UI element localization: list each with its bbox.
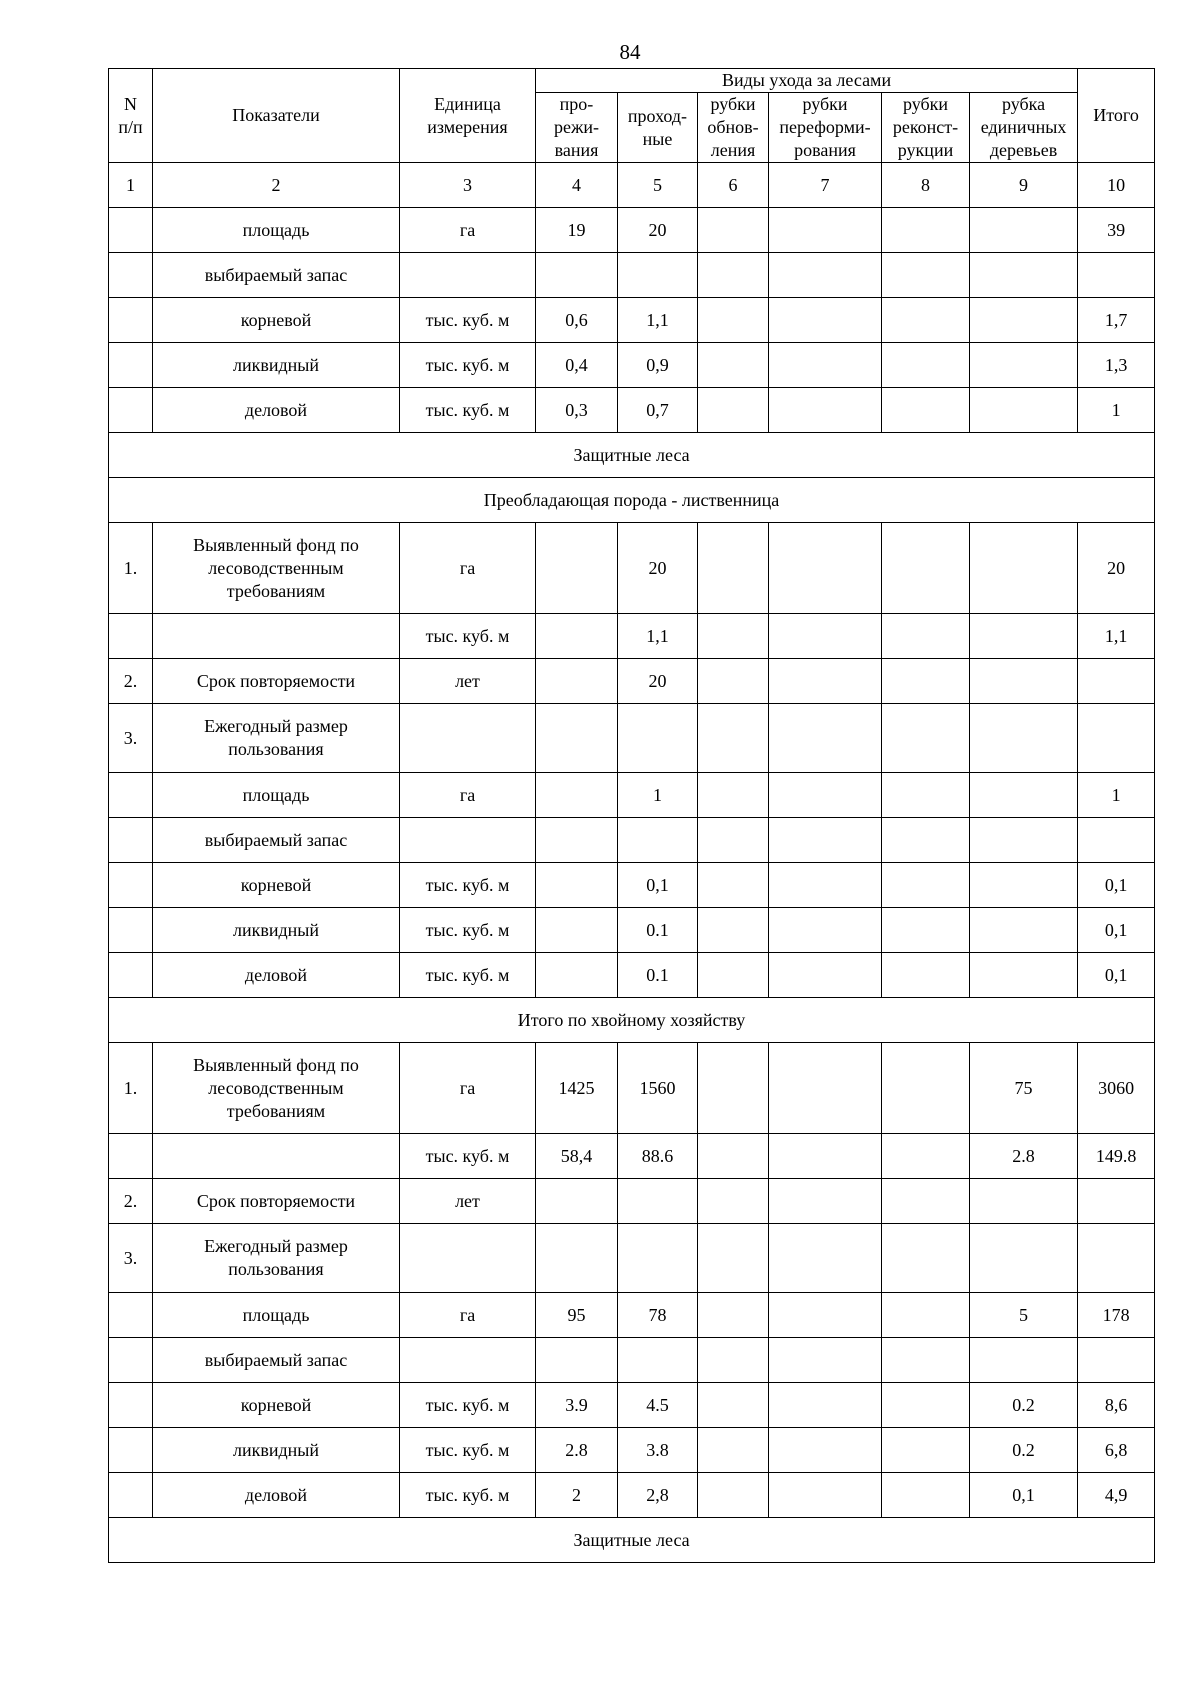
- row-value-cell: [698, 953, 769, 998]
- row-value-cell: [970, 298, 1078, 343]
- section-row: [109, 433, 1155, 478]
- section-title: Преобладающая порода - лиственница: [109, 478, 1155, 523]
- row-num-cell: [109, 1338, 153, 1383]
- row-value-cell: 2,8: [618, 1473, 698, 1518]
- row-indicator-cell: Срок повторяемости: [153, 659, 400, 704]
- row-value-cell: 4.5: [618, 1383, 698, 1428]
- table-row: [109, 773, 1155, 818]
- row-value-cell: 6,8: [1078, 1428, 1155, 1473]
- row-indicator-cell: площадь: [153, 773, 400, 818]
- row-value-cell: [769, 863, 882, 908]
- row-value-cell: 4,9: [1078, 1473, 1155, 1518]
- row-value-cell: [769, 1043, 882, 1134]
- row-value-cell: [1078, 1338, 1155, 1383]
- row-value-cell: 1425: [536, 1043, 618, 1134]
- row-unit-cell: га: [400, 773, 536, 818]
- row-value-cell: [970, 908, 1078, 953]
- header-care-types-group: Виды ухода за лесами: [536, 69, 1078, 93]
- row-value-cell: 19: [536, 208, 618, 253]
- row-value-cell: [970, 704, 1078, 773]
- row-value-cell: [882, 1134, 970, 1179]
- section-row: [109, 1518, 1155, 1563]
- column-index-cell: 3: [400, 163, 536, 208]
- row-indicator-cell: площадь: [153, 1293, 400, 1338]
- table-row: [109, 659, 1155, 704]
- row-value-cell: [536, 773, 618, 818]
- row-value-cell: [769, 1293, 882, 1338]
- table-row: [109, 1293, 1155, 1338]
- column-index-row: [109, 163, 1155, 208]
- row-value-cell: [536, 253, 618, 298]
- table-row: [109, 614, 1155, 659]
- row-unit-cell: тыс. куб. м: [400, 388, 536, 433]
- row-value-cell: [618, 253, 698, 298]
- row-value-cell: 1: [1078, 773, 1155, 818]
- row-unit-cell: га: [400, 1293, 536, 1338]
- row-value-cell: [970, 659, 1078, 704]
- table-row: [109, 1179, 1155, 1224]
- header-total: Итого: [1078, 69, 1155, 163]
- row-value-cell: [970, 343, 1078, 388]
- header-unit: Единица измерения: [400, 69, 536, 163]
- header-type-reformation: рубки переформи- рования: [769, 93, 882, 163]
- row-num-cell: [109, 953, 153, 998]
- table-row: [109, 1043, 1155, 1134]
- row-value-cell: [698, 298, 769, 343]
- row-value-cell: 149.8: [1078, 1134, 1155, 1179]
- row-unit-cell: [400, 704, 536, 773]
- row-value-cell: [536, 659, 618, 704]
- row-num-cell: 1.: [109, 523, 153, 614]
- row-value-cell: [1078, 818, 1155, 863]
- row-indicator-cell: [153, 614, 400, 659]
- row-indicator-cell: корневой: [153, 1383, 400, 1428]
- row-unit-cell: лет: [400, 1179, 536, 1224]
- row-value-cell: [618, 818, 698, 863]
- row-value-cell: 0,1: [970, 1473, 1078, 1518]
- row-value-cell: [882, 953, 970, 998]
- row-value-cell: [698, 704, 769, 773]
- column-index-cell: 1: [109, 163, 153, 208]
- row-indicator-cell: деловой: [153, 388, 400, 433]
- row-value-cell: [882, 1428, 970, 1473]
- row-value-cell: [769, 1179, 882, 1224]
- row-value-cell: [970, 1338, 1078, 1383]
- row-value-cell: 2.8: [536, 1428, 618, 1473]
- row-indicator-cell: [153, 1134, 400, 1179]
- header-type-renewal: рубки обнов- ления: [698, 93, 769, 163]
- row-value-cell: [970, 818, 1078, 863]
- header-type-single-trees: рубка единичных деревьев: [970, 93, 1078, 163]
- row-value-cell: [769, 953, 882, 998]
- row-value-cell: [698, 614, 769, 659]
- page-number: 84: [619, 40, 641, 64]
- header-type-thinning: про- режи- вания: [536, 93, 618, 163]
- row-value-cell: 0,6: [536, 298, 618, 343]
- row-num-cell: 3.: [109, 1224, 153, 1293]
- row-value-cell: [769, 818, 882, 863]
- row-unit-cell: тыс. куб. м: [400, 863, 536, 908]
- row-value-cell: [536, 1224, 618, 1293]
- row-value-cell: [970, 523, 1078, 614]
- row-value-cell: [536, 1179, 618, 1224]
- row-num-cell: [109, 388, 153, 433]
- row-unit-cell: га: [400, 1043, 536, 1134]
- row-value-cell: [769, 1473, 882, 1518]
- row-value-cell: [769, 1224, 882, 1293]
- row-indicator-cell: Выявленный фонд по лесоводственным требованиям: [153, 523, 400, 614]
- header-num: N п/п: [109, 69, 153, 163]
- row-value-cell: [882, 1179, 970, 1224]
- row-value-cell: [970, 253, 1078, 298]
- row-indicator-cell: Срок повторяемости: [153, 1179, 400, 1224]
- row-value-cell: [970, 953, 1078, 998]
- row-value-cell: [769, 614, 882, 659]
- row-value-cell: 1,1: [1078, 614, 1155, 659]
- row-value-cell: 20: [618, 208, 698, 253]
- row-value-cell: 78: [618, 1293, 698, 1338]
- row-value-cell: [698, 773, 769, 818]
- row-value-cell: [882, 523, 970, 614]
- row-value-cell: 2.8: [970, 1134, 1078, 1179]
- table-row: [109, 343, 1155, 388]
- row-num-cell: [109, 298, 153, 343]
- row-indicator-cell: выбираемый запас: [153, 253, 400, 298]
- row-value-cell: [882, 208, 970, 253]
- row-value-cell: 0,1: [618, 863, 698, 908]
- row-value-cell: [882, 818, 970, 863]
- row-value-cell: 3.8: [618, 1428, 698, 1473]
- row-value-cell: [618, 1179, 698, 1224]
- row-value-cell: [882, 908, 970, 953]
- header-indicator: Показатели: [153, 69, 400, 163]
- row-value-cell: [882, 343, 970, 388]
- row-value-cell: [769, 253, 882, 298]
- column-index-cell: 8: [882, 163, 970, 208]
- row-indicator-cell: ликвидный: [153, 1428, 400, 1473]
- row-unit-cell: [400, 818, 536, 863]
- row-value-cell: 75: [970, 1043, 1078, 1134]
- row-value-cell: [698, 1428, 769, 1473]
- row-unit-cell: [400, 253, 536, 298]
- row-value-cell: [970, 208, 1078, 253]
- row-value-cell: [1078, 659, 1155, 704]
- row-value-cell: [769, 1338, 882, 1383]
- table-row: [109, 1338, 1155, 1383]
- row-value-cell: [882, 1473, 970, 1518]
- row-value-cell: 1,7: [1078, 298, 1155, 343]
- row-value-cell: [698, 523, 769, 614]
- row-value-cell: 1: [1078, 388, 1155, 433]
- table-row: [109, 1134, 1155, 1179]
- table-row: [109, 908, 1155, 953]
- row-unit-cell: тыс. куб. м: [400, 1473, 536, 1518]
- column-index-cell: 2: [153, 163, 400, 208]
- row-value-cell: [536, 614, 618, 659]
- table-row: [109, 1224, 1155, 1293]
- row-unit-cell: лет: [400, 659, 536, 704]
- row-value-cell: 3.9: [536, 1383, 618, 1428]
- row-value-cell: [536, 523, 618, 614]
- row-indicator-cell: корневой: [153, 298, 400, 343]
- row-value-cell: 8,6: [1078, 1383, 1155, 1428]
- row-value-cell: 95: [536, 1293, 618, 1338]
- section-row: [109, 998, 1155, 1043]
- row-value-cell: 1,1: [618, 298, 698, 343]
- table-row: [109, 1428, 1155, 1473]
- row-value-cell: [536, 818, 618, 863]
- row-value-cell: [882, 1338, 970, 1383]
- row-unit-cell: тыс. куб. м: [400, 1134, 536, 1179]
- row-value-cell: 39: [1078, 208, 1155, 253]
- row-num-cell: [109, 614, 153, 659]
- row-num-cell: [109, 908, 153, 953]
- row-value-cell: 178: [1078, 1293, 1155, 1338]
- table-row: [109, 523, 1155, 614]
- row-value-cell: 0.1: [618, 908, 698, 953]
- row-value-cell: 0.2: [970, 1383, 1078, 1428]
- row-unit-cell: тыс. куб. м: [400, 953, 536, 998]
- row-value-cell: [698, 1338, 769, 1383]
- section-row: [109, 478, 1155, 523]
- row-value-cell: 5: [970, 1293, 1078, 1338]
- row-value-cell: [618, 1338, 698, 1383]
- row-value-cell: [882, 704, 970, 773]
- row-value-cell: 0.2: [970, 1428, 1078, 1473]
- row-num-cell: 2.: [109, 659, 153, 704]
- row-value-cell: [698, 388, 769, 433]
- table-row: [109, 953, 1155, 998]
- header-row-top: [109, 69, 1155, 93]
- row-num-cell: [109, 1293, 153, 1338]
- row-value-cell: 58,4: [536, 1134, 618, 1179]
- row-num-cell: 3.: [109, 704, 153, 773]
- row-value-cell: 2: [536, 1473, 618, 1518]
- row-value-cell: [882, 1293, 970, 1338]
- row-indicator-cell: ликвидный: [153, 908, 400, 953]
- row-value-cell: [769, 1428, 882, 1473]
- row-num-cell: [109, 253, 153, 298]
- row-indicator-cell: выбираемый запас: [153, 818, 400, 863]
- row-value-cell: [769, 1383, 882, 1428]
- row-value-cell: 20: [618, 523, 698, 614]
- row-value-cell: [698, 659, 769, 704]
- row-num-cell: [109, 343, 153, 388]
- row-num-cell: [109, 818, 153, 863]
- row-value-cell: [698, 1043, 769, 1134]
- row-unit-cell: тыс. куб. м: [400, 614, 536, 659]
- table-row: [109, 298, 1155, 343]
- row-value-cell: [1078, 253, 1155, 298]
- row-value-cell: 20: [618, 659, 698, 704]
- row-num-cell: [109, 1383, 153, 1428]
- row-indicator-cell: деловой: [153, 953, 400, 998]
- row-num-cell: [109, 1473, 153, 1518]
- column-index-cell: 4: [536, 163, 618, 208]
- row-value-cell: [970, 1179, 1078, 1224]
- row-value-cell: 0,7: [618, 388, 698, 433]
- row-value-cell: [882, 863, 970, 908]
- row-indicator-cell: Выявленный фонд по лесоводственным требованиям: [153, 1043, 400, 1134]
- row-num-cell: 2.: [109, 1179, 153, 1224]
- section-title: Защитные леса: [109, 1518, 1155, 1563]
- row-num-cell: [109, 1428, 153, 1473]
- row-value-cell: [769, 208, 882, 253]
- table-row: [109, 253, 1155, 298]
- row-value-cell: [970, 1224, 1078, 1293]
- section-title: Итого по хвойному хозяйству: [109, 998, 1155, 1043]
- row-num-cell: [109, 773, 153, 818]
- table-row: [109, 818, 1155, 863]
- row-num-cell: [109, 863, 153, 908]
- row-indicator-cell: ликвидный: [153, 343, 400, 388]
- row-indicator-cell: Ежегодный размер пользования: [153, 1224, 400, 1293]
- row-value-cell: [970, 863, 1078, 908]
- row-value-cell: [882, 1224, 970, 1293]
- row-value-cell: [970, 388, 1078, 433]
- row-value-cell: [882, 614, 970, 659]
- row-value-cell: [618, 1224, 698, 1293]
- row-value-cell: [618, 704, 698, 773]
- row-value-cell: [536, 953, 618, 998]
- header-type-passage: проход- ные: [618, 93, 698, 163]
- row-indicator-cell: площадь: [153, 208, 400, 253]
- row-unit-cell: [400, 1224, 536, 1293]
- column-index-cell: 7: [769, 163, 882, 208]
- row-value-cell: [769, 773, 882, 818]
- row-value-cell: 0,9: [618, 343, 698, 388]
- row-value-cell: 88.6: [618, 1134, 698, 1179]
- row-value-cell: [1078, 1179, 1155, 1224]
- row-value-cell: [698, 208, 769, 253]
- row-value-cell: [698, 1383, 769, 1428]
- table-row: [109, 208, 1155, 253]
- row-value-cell: [769, 343, 882, 388]
- row-value-cell: 20: [1078, 523, 1155, 614]
- row-value-cell: [882, 1043, 970, 1134]
- row-indicator-cell: деловой: [153, 1473, 400, 1518]
- section-title: Защитные леса: [109, 433, 1155, 478]
- table-row: [109, 1473, 1155, 1518]
- table-row: [109, 863, 1155, 908]
- row-unit-cell: тыс. куб. м: [400, 298, 536, 343]
- row-value-cell: [882, 298, 970, 343]
- row-value-cell: [970, 614, 1078, 659]
- row-indicator-cell: Ежегодный размер пользования: [153, 704, 400, 773]
- column-index-cell: 5: [618, 163, 698, 208]
- row-value-cell: [698, 908, 769, 953]
- row-value-cell: 1,1: [618, 614, 698, 659]
- row-value-cell: [536, 1338, 618, 1383]
- row-value-cell: [882, 253, 970, 298]
- row-value-cell: [970, 773, 1078, 818]
- table-row: [109, 1383, 1155, 1428]
- row-unit-cell: тыс. куб. м: [400, 908, 536, 953]
- row-value-cell: 0,3: [536, 388, 618, 433]
- row-value-cell: [698, 1179, 769, 1224]
- row-value-cell: 0,1: [1078, 863, 1155, 908]
- row-value-cell: [769, 908, 882, 953]
- row-value-cell: [769, 659, 882, 704]
- row-indicator-cell: выбираемый запас: [153, 1338, 400, 1383]
- table-body: [109, 163, 1155, 1563]
- row-value-cell: 3060: [1078, 1043, 1155, 1134]
- row-value-cell: [882, 659, 970, 704]
- row-value-cell: [769, 704, 882, 773]
- row-value-cell: [536, 908, 618, 953]
- row-unit-cell: [400, 1338, 536, 1383]
- row-value-cell: [536, 704, 618, 773]
- row-value-cell: [769, 388, 882, 433]
- row-num-cell: [109, 208, 153, 253]
- table-row: [109, 388, 1155, 433]
- row-value-cell: 0,1: [1078, 908, 1155, 953]
- row-value-cell: [769, 1134, 882, 1179]
- row-value-cell: [698, 253, 769, 298]
- row-unit-cell: тыс. куб. м: [400, 1428, 536, 1473]
- row-num-cell: [109, 1134, 153, 1179]
- row-value-cell: [536, 863, 618, 908]
- row-value-cell: [698, 343, 769, 388]
- column-index-cell: 9: [970, 163, 1078, 208]
- row-value-cell: [698, 863, 769, 908]
- row-value-cell: 0.1: [618, 953, 698, 998]
- column-index-cell: 10: [1078, 163, 1155, 208]
- row-value-cell: [1078, 704, 1155, 773]
- row-value-cell: [698, 1134, 769, 1179]
- row-value-cell: [769, 523, 882, 614]
- row-value-cell: 1: [618, 773, 698, 818]
- row-value-cell: [698, 818, 769, 863]
- row-unit-cell: га: [400, 523, 536, 614]
- row-indicator-cell: корневой: [153, 863, 400, 908]
- row-value-cell: [769, 298, 882, 343]
- row-unit-cell: тыс. куб. м: [400, 1383, 536, 1428]
- row-value-cell: [882, 388, 970, 433]
- forest-care-table: [108, 68, 1155, 1563]
- row-value-cell: 0,4: [536, 343, 618, 388]
- row-value-cell: [882, 773, 970, 818]
- row-value-cell: 1,3: [1078, 343, 1155, 388]
- column-index-cell: 6: [698, 163, 769, 208]
- row-value-cell: [1078, 1224, 1155, 1293]
- row-value-cell: 0,1: [1078, 953, 1155, 998]
- row-value-cell: [698, 1293, 769, 1338]
- row-unit-cell: тыс. куб. м: [400, 343, 536, 388]
- row-value-cell: 1560: [618, 1043, 698, 1134]
- row-value-cell: [882, 1383, 970, 1428]
- header-type-reconstruction: рубки реконст- рукции: [882, 93, 970, 163]
- row-num-cell: 1.: [109, 1043, 153, 1134]
- table-row: [109, 704, 1155, 773]
- row-unit-cell: га: [400, 208, 536, 253]
- row-value-cell: [698, 1224, 769, 1293]
- row-value-cell: [698, 1473, 769, 1518]
